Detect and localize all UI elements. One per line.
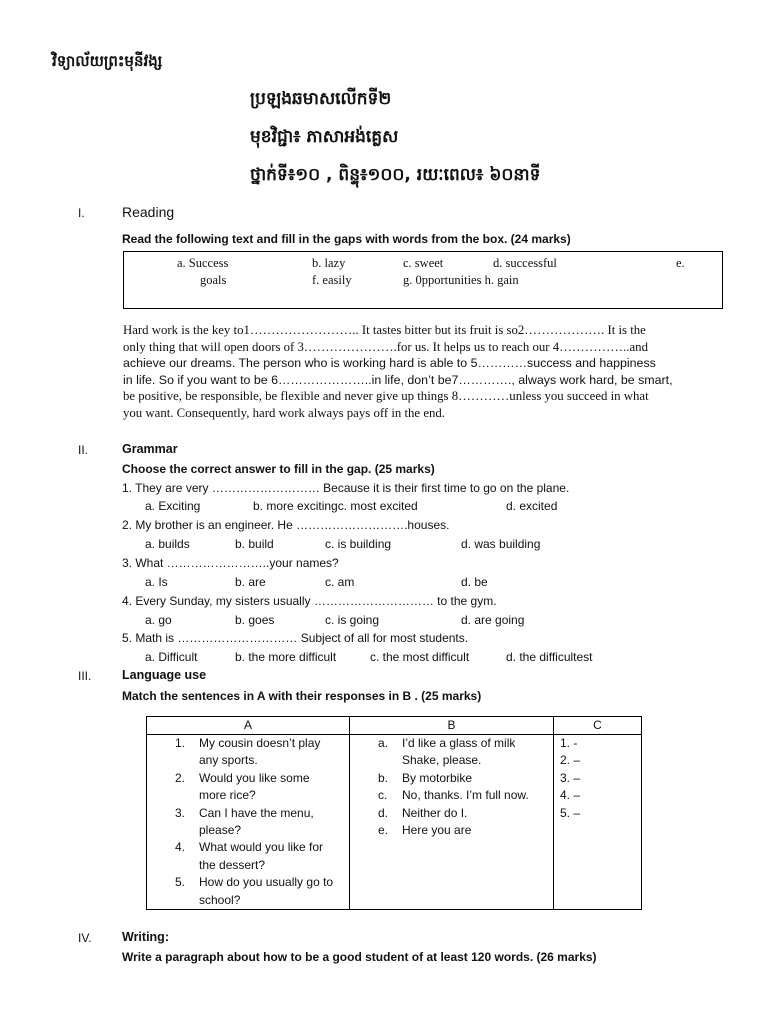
list-item: b. By motorbike xyxy=(378,770,473,785)
paragraph-line: be positive, be responsible, be flexible and never give up things 8…………unless you succeed in what xyxy=(123,389,649,404)
option-3d: d. be xyxy=(461,575,488,589)
option-3a: a. Is xyxy=(145,575,168,589)
paragraph-line: in life. So if you want to be 6…………………..in life, don’t be7…………., always work hard, be smart, xyxy=(123,372,673,387)
paragraph-line: Hard work is the key to1…………………….. It tastes bitter but its fruit is so2………………. It is the xyxy=(123,323,646,337)
option-1d: d. excited xyxy=(506,499,558,513)
section-number-grammar: II. xyxy=(78,443,89,457)
language-instruction: Match the sentences in A with their responses in B . (25 marks) xyxy=(122,689,482,703)
answer-slot: 4. – xyxy=(560,788,581,803)
option-1bc: b. more excitingc. most excited xyxy=(253,499,418,513)
word-a: a. Success xyxy=(177,256,229,270)
exam-title: ប្រឡងឆមាសលើកទី២ xyxy=(250,89,392,109)
section-title-writing: Writing: xyxy=(122,930,169,944)
option-4c: c. is going xyxy=(325,613,380,627)
answer-slot: 1. - xyxy=(560,736,578,750)
section-title-grammar: Grammar xyxy=(122,442,178,456)
section-title-reading: Reading xyxy=(122,204,175,220)
option-3b: b. are xyxy=(235,575,266,589)
option-5d: d. the difficultest xyxy=(506,650,593,664)
reading-instruction: Read the following text and fill in the gaps with words from the box. (24 marks) xyxy=(122,232,571,246)
option-2d: d. was building xyxy=(461,537,541,551)
option-2c: c. is building xyxy=(325,537,392,551)
grammar-question-2: 2. My brother is an engineer. He ……………………….houses. xyxy=(122,518,450,532)
writing-instruction: Write a paragraph about how to be a good student of at least 120 words. (26 marks) xyxy=(122,950,597,964)
grammar-instruction: Choose the correct answer to fill in the gap. (25 marks) xyxy=(122,462,435,476)
subject-title: មុខវិជ្ជា៖ ភាសាអង់គ្លេស xyxy=(250,127,399,147)
grammar-question-5: 5. Math is ………………………… Subject of all for most students. xyxy=(122,631,469,645)
option-1a: a. Exciting xyxy=(145,499,201,513)
paragraph-line: only thing that will open doors of 3………………….for us. It helps us to reach our 4……………..and xyxy=(123,339,648,354)
option-3c: c. am xyxy=(325,575,355,589)
grammar-question-1: 1. They are very ……………………… Because it is their first time to go on the plane. xyxy=(122,481,570,495)
section-number-language: III. xyxy=(78,669,92,683)
matching-table xyxy=(146,716,642,910)
word-e: goals xyxy=(200,273,227,287)
section-number-writing: IV. xyxy=(78,931,92,945)
option-5b: b. the more difficult xyxy=(235,650,337,664)
word-b: b. lazy xyxy=(312,256,346,270)
grammar-question-4: 4. Every Sunday, my sisters usually ………………………… to the gym. xyxy=(122,594,497,608)
word-g-h: g. 0pportunities h. gain xyxy=(403,273,519,287)
answer-slot: 2. – xyxy=(560,753,581,768)
answer-slot: 5. – xyxy=(560,805,581,820)
reading-paragraph xyxy=(123,322,723,422)
grade-info: ថ្នាក់ទី៖១០ , ពិន្ទុ៖១០០, រយៈពេល៖ ៦០នាទី xyxy=(250,165,541,185)
word-c: c. sweet xyxy=(403,256,444,270)
list-item: 3. Can I have the menu, please? xyxy=(175,805,314,838)
list-item: 5. How do you usually go to school? xyxy=(175,875,334,907)
answer-slot: 3. – xyxy=(560,770,581,785)
column-a-cell xyxy=(147,735,350,910)
column-header-c: C xyxy=(554,717,642,735)
column-c-cell xyxy=(554,735,642,910)
column-header-a: A xyxy=(147,717,350,735)
paragraph-line: you want. Consequently, hard work always pays off in the end. xyxy=(123,405,445,420)
option-4d: d. are going xyxy=(461,613,525,627)
option-4a: a. go xyxy=(145,613,172,627)
section-title-language: Language use xyxy=(122,668,207,682)
list-item: a. I’d like a glass of milk Shake, please. xyxy=(378,736,516,768)
column-b-cell xyxy=(350,735,554,910)
school-name: វិទ្យាល័យព្រះមុនីវង្ស xyxy=(52,52,163,70)
list-item: c. No, thanks. I’m full now. xyxy=(378,788,529,803)
option-5c: c. the most difficult xyxy=(370,650,470,664)
paragraph-line: achieve our dreams. The person who is working hard is able to 5…………success and happiness xyxy=(123,356,656,371)
word-box xyxy=(123,251,723,309)
list-item: 2. Would you like some more rice? xyxy=(175,770,310,803)
list-item: 4. What would you like for the dessert? xyxy=(175,840,324,872)
column-header-b: B xyxy=(350,717,554,735)
word-e-label: e. xyxy=(676,256,685,270)
list-item: d. Neither do I. xyxy=(378,805,468,820)
list-item: e. Here you are xyxy=(378,823,472,838)
option-2b: b. build xyxy=(235,537,274,551)
option-5a: a. Difficult xyxy=(145,650,198,664)
word-f: f. easily xyxy=(312,273,352,287)
section-number-reading: I. xyxy=(78,206,85,220)
option-4b: b. goes xyxy=(235,613,275,627)
list-item: 1. My cousin doesn’t play any sports. xyxy=(175,736,321,768)
option-2a: a. builds xyxy=(145,537,190,551)
grammar-question-3: 3. What ……………………..your names? xyxy=(122,556,339,570)
word-d: d. successful xyxy=(493,256,557,270)
